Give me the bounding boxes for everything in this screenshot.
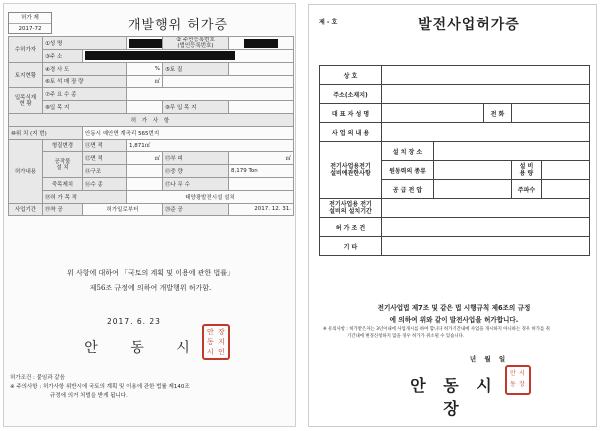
- right-issuer: 안 동 시 장: [410, 376, 498, 418]
- license-condition-label: 허 가 조 건: [320, 218, 382, 237]
- location-value: 안동시 예안면 계곡리 565번지: [83, 126, 294, 139]
- business-content-label: 사 업 의 내 용: [320, 123, 382, 142]
- start-value: 허가일로부터: [83, 203, 163, 216]
- representative-label: 대 표 자 성 명: [320, 104, 382, 123]
- table-row: [320, 123, 590, 142]
- left-footnotes: [10, 374, 292, 401]
- left-issue-date: 2017. 6. 23: [107, 317, 161, 326]
- timber-species-value: [127, 177, 163, 190]
- right-note-line-1: ※ 유의사항 : 허가받은자는 3년이내에 사업개시를 하여 합니다 허가기간내에 사업을 개시하지 아니하는 경우 허가를 취: [323, 327, 550, 332]
- build-area-label: ⑫면 적: [83, 152, 127, 165]
- land-status-label: 토지현황: [9, 62, 43, 88]
- table-row: [320, 66, 590, 85]
- table-row: [9, 88, 294, 101]
- timber-storage-label: 죽목제치: [43, 177, 83, 190]
- address-value: [382, 85, 590, 104]
- rrn-label-line-1: ② 주민등록번호: [176, 37, 215, 43]
- seal-char: 지: [218, 338, 225, 346]
- left-statement-line-2: 제56조 규정에 의하여 개발행위 허가함.: [89, 284, 212, 292]
- forest-label-line-1: 입목식재: [14, 94, 37, 101]
- permit-number-label: 허가 제: [9, 13, 51, 24]
- table-row: [320, 85, 590, 104]
- volume-value: ㎥: [229, 152, 294, 165]
- timber-species-label: ⑯수 종: [83, 177, 127, 190]
- capacity-value: [542, 161, 590, 180]
- slope-label: ④경 사 도: [43, 62, 127, 75]
- supply-voltage-value: [434, 180, 512, 199]
- seal-char: 장: [218, 328, 225, 336]
- tree-count-label: ⑰나 무 수: [163, 177, 229, 190]
- right-license-table: [319, 65, 590, 256]
- location-label: ⑩위 치 (지 번): [9, 126, 83, 139]
- forest-label-line-2: 현 황: [19, 100, 32, 107]
- table-row: [9, 101, 294, 114]
- structure-type-label: ⑭구조: [83, 165, 127, 178]
- right-doc-number: 제 - 호: [319, 19, 338, 26]
- frequency-value: [542, 180, 590, 199]
- caution-note: ※ 주의사항 : 허가사항 위반시에 국토의 계획 및 이용에 관한 법률 제140조: [10, 384, 190, 390]
- blank-cell: [163, 75, 294, 88]
- install-period-label: [320, 199, 382, 218]
- project-period-label: 사업기간: [9, 203, 43, 216]
- area-value: 1,871㎡: [127, 139, 294, 152]
- table-row: [9, 152, 294, 165]
- stone-reserve-value: ㎥: [127, 75, 163, 88]
- seal-char: 안: [510, 370, 516, 377]
- left-permit-statement: [8, 266, 293, 296]
- seal-char: 시: [207, 348, 214, 356]
- name-redacted: [127, 37, 163, 50]
- table-row: [9, 203, 294, 216]
- unforested-land-label: ⑨무 입 목 지: [163, 101, 229, 114]
- left-official-seal: [202, 324, 230, 360]
- permit-section-header: 허 가 사 항: [9, 113, 294, 126]
- table-row: [320, 142, 590, 161]
- right-statement-line-2: 에 의하여 위와 같이 발전사업을 허가합니다.: [389, 316, 519, 324]
- company-name-label: 상 호: [320, 66, 382, 85]
- structure-install-label-line-2: 설 치: [56, 164, 69, 171]
- table-row: [9, 139, 294, 152]
- start-label: ⑲착 공: [43, 203, 83, 216]
- structure-install-label-line-1: 공작물: [54, 158, 71, 165]
- left-header: [8, 12, 293, 34]
- volume-label: ⑬부 피: [163, 152, 229, 165]
- purpose-value: 태양광발전시설 설치: [127, 190, 294, 203]
- table-row: [9, 37, 294, 50]
- tree-count-value: [229, 177, 294, 190]
- end-value: 2017. 12. 31.: [229, 203, 294, 216]
- seal-char: 인: [218, 348, 225, 356]
- forested-land-label: ⑧입 목 지: [43, 101, 127, 114]
- table-row: [9, 190, 294, 203]
- end-label: ⑳준 공: [163, 203, 229, 216]
- rrn-redacted: [229, 37, 294, 50]
- business-content-value: [382, 123, 590, 142]
- main-species-label: ⑦주 요 수 종: [43, 88, 127, 101]
- right-issue-date: 년 월 일: [469, 355, 509, 363]
- facility-label-line-1: 전기사업용전기: [330, 162, 371, 170]
- right-doc-title: 발전사업허가증: [418, 17, 520, 33]
- soil-label: ⑤토 질: [163, 62, 229, 75]
- structure-type-value: [127, 165, 163, 178]
- facility-label-line-2: 설비에관한사항: [330, 170, 371, 177]
- facility-label: [320, 142, 382, 199]
- stone-reserve-label: ⑥토 석 매 장 량: [43, 75, 127, 88]
- install-period-label-line-2: 설비의 설치기간: [329, 208, 372, 215]
- build-area-value: ㎡: [127, 152, 163, 165]
- table-row: [9, 50, 294, 63]
- representative-value: [382, 104, 484, 123]
- area-label: ⑪면 적: [83, 139, 127, 152]
- frequency-label: 주파수: [512, 180, 542, 199]
- company-name-value: [382, 66, 590, 85]
- seal-char: 안: [207, 328, 214, 336]
- table-row: [320, 104, 590, 123]
- forest-label: [9, 88, 43, 114]
- weight-value: 8,179 Ton: [229, 165, 294, 178]
- permit-condition-note: 허가조건 : 붙임과 같음: [10, 375, 65, 381]
- supply-voltage-label: 공 급 전 압: [382, 180, 434, 199]
- right-note-line-2: 기간내에 변경신청하지 않을 경우 허가가 취소될 수 있습니다.: [347, 333, 465, 339]
- address-label: ③주 소: [43, 50, 83, 63]
- install-period-value: [382, 199, 590, 218]
- table-row: [320, 237, 590, 256]
- right-caution-note: [323, 327, 585, 340]
- forested-land-value: [127, 101, 163, 114]
- right-statement-line-1: 전기사업법 제7조 및 같은 법 시행규칙 제6조의 규정: [377, 304, 531, 312]
- weight-label: ⑮중 량: [163, 165, 229, 178]
- table-row: [320, 199, 590, 218]
- license-condition-value: [382, 218, 590, 237]
- address-redacted: [83, 50, 294, 63]
- left-permit-table: [8, 36, 294, 216]
- power-generation-license-document: [308, 4, 597, 427]
- table-row: [9, 177, 294, 190]
- development-permit-document: [3, 3, 296, 427]
- main-species-value: [127, 88, 294, 101]
- left-issuer: 안 동 시: [84, 340, 204, 356]
- structure-install-label: [43, 152, 83, 178]
- install-site-label: 설 치 장 소: [382, 142, 434, 161]
- power-source-value: [434, 161, 512, 180]
- name-label: ①성 명: [43, 37, 127, 50]
- permit-content-label: 허가내용: [9, 139, 43, 203]
- power-source-label: 원동력의 종류: [382, 161, 434, 180]
- rrn-label: [163, 37, 229, 50]
- left-statement-line-1: 위 사항에 대하여 「국토의 계획 및 이용에 관한 법률」: [66, 269, 235, 277]
- seal-char: 시: [519, 370, 525, 377]
- capacity-label: [512, 161, 542, 180]
- install-period-label-line-1: 전기사업용 전기: [329, 200, 372, 208]
- seal-char: 장: [519, 381, 525, 388]
- capacity-label-line-1: 설 비: [519, 162, 534, 170]
- slope-value: %: [127, 62, 163, 75]
- seal-char: 동: [510, 381, 516, 388]
- caution-note-cont: 규정에 의거 처벌을 받게 됩니다.: [50, 393, 128, 399]
- land-change-label: 형질변경: [43, 139, 83, 152]
- install-site-value: [434, 142, 590, 161]
- address-label: 주소(소재지): [320, 85, 382, 104]
- left-doc-title: 개발행위 허가증: [127, 18, 229, 33]
- seal-char: 동: [207, 338, 214, 346]
- right-official-seal: [505, 365, 531, 395]
- permit-number-box: [8, 12, 52, 34]
- applicant-label: 수허가자: [9, 37, 43, 63]
- phone-value: [512, 104, 590, 123]
- table-row: [320, 218, 590, 237]
- phone-label: 전 화: [484, 104, 512, 123]
- other-label: 기 타: [320, 237, 382, 256]
- permit-number-value: 2017-72: [18, 26, 42, 32]
- right-license-statement: [319, 302, 589, 326]
- soil-value: [229, 62, 294, 75]
- table-row: [9, 113, 294, 126]
- unforested-land-value: [229, 101, 294, 114]
- purpose-label: ⑱허 가 목 적: [43, 190, 127, 203]
- table-row: [9, 62, 294, 75]
- table-row: [9, 126, 294, 139]
- rrn-label-line-2: (법인등록번호): [177, 43, 214, 49]
- capacity-label-line-2: 용 량: [519, 170, 534, 177]
- table-row: [9, 75, 294, 88]
- other-value: [382, 237, 590, 256]
